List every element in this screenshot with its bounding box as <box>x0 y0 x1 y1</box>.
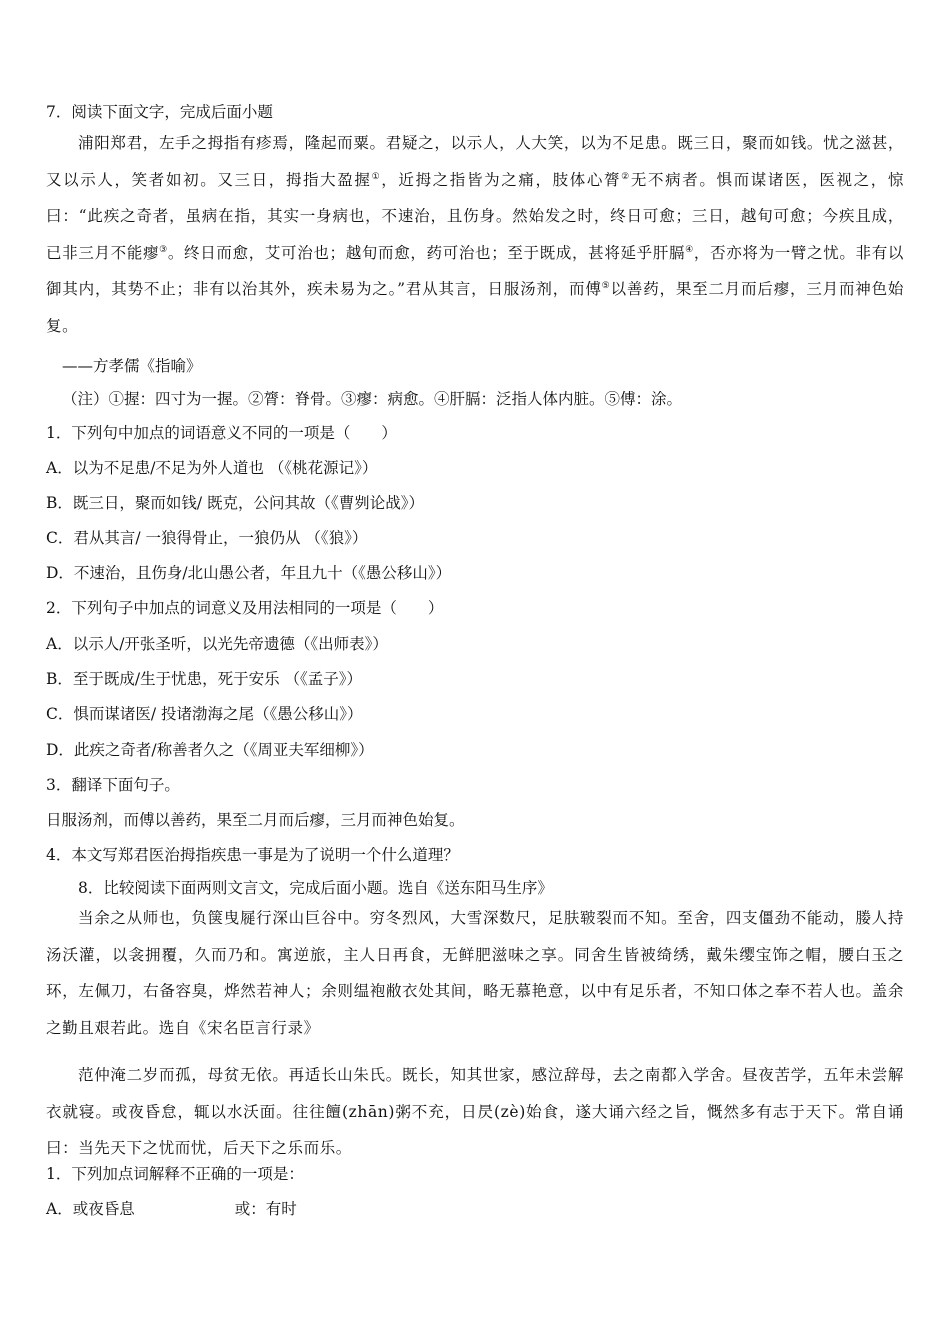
q7-sub1-question: 1．下列句中加点的词语意义不同的一项是（ ） <box>46 424 397 442</box>
q7-source: ——方孝儒《指喻》 <box>62 357 202 375</box>
q7-sub2-question: 2．下列句子中加点的词意义及用法相同的一项是（ ） <box>46 599 444 617</box>
q7-note-marker-3: ③ <box>159 244 168 255</box>
q7-sub2-option-d: D．此疾之奇者/称善者久之（《周亚夫军细柳》） <box>46 741 374 759</box>
q7-sub2-option-b: B．至于既成/生于忧患，死于安乐 （《孟子》） <box>46 670 363 688</box>
q8-sub1-option-a-meaning: 或：有时 <box>234 1200 297 1218</box>
q8-sub1-option-a-text: A．或夜昏息 <box>46 1200 135 1218</box>
q8-sub1-question: 1．下列加点词解释不正确的一项是： <box>46 1165 304 1183</box>
q7-heading: 7．阅读下面文字，完成后面小题 <box>46 103 273 121</box>
q7-note-marker-5: ⑤ <box>601 281 611 292</box>
q7-passage-text-4: 。终日而愈，艾可治也；越旬而愈，药可治也；至于既成，甚将延乎肝膈 <box>167 243 686 262</box>
q7-note-marker-2: ② <box>621 171 631 182</box>
q7-passage-text-2: ，近拇之指皆为之痛，肢体心膂 <box>381 170 622 189</box>
q7-passage <box>46 125 904 345</box>
q7-sub2-option-a: A．以示人/开张圣听，以光先帝遗德（《出师表》） <box>46 635 388 653</box>
q7-sub1-option-d: D．不速治，且伤身/北山愚公者，年且九十（《愚公移山》） <box>46 564 452 582</box>
q8-passage-2: 范仲淹二岁而孤，母贫无依。再适长山朱氏。既长，知其世家，感泣辞母，去之南都入学舍。昼夜苦学，五年未尝解衣就寝。或夜昏怠，辄以水沃面。往往饘(zhān)粥不充，日昃(zè)始食，遂大诵六经之旨，慨然多有志于天下。常自诵曰：当先天下之忧而忧，后天下之乐而乐。 <box>46 1066 904 1158</box>
q7-passage-text-6: 以善药，果至二月而后瘳，三月而神色始复。 <box>46 280 904 335</box>
q7-notes: （注）①握：四寸为一握。②膂：脊骨。③瘳：病愈。④肝膈：泛指人体内脏。⑤傅：涂。 <box>62 390 683 408</box>
q7-sub1-option-a: A．以为不足患/不足为外人道也 （《桃花源记》） <box>46 459 378 477</box>
q8-heading: 8．比较阅读下面两则文言文，完成后面小题。选自《送东阳马生序》 <box>78 879 553 897</box>
q7-sub3-question: 3．翻译下面句子。 <box>46 776 180 794</box>
q7-passage-text-3: 无不病者。惧而谋诸医，医视之，惊曰：“此疾之奇者，虽病在指，其实一身病也，不速治，且伤身。然始发之时，终日可愈；三日，越旬可愈；今疾且成，已非三月不能瘳 <box>46 170 904 262</box>
q7-note-marker-4: ④ <box>685 244 694 255</box>
q7-note-marker-1: ① <box>371 171 382 182</box>
q7-sub3-sentence: 日服汤剂，而傅以善药，果至二月而后瘳，三月而神色始复。 <box>46 811 465 829</box>
q7-sub1-option-b: B．既三日，聚而如钱/ 既克，公问其故（《曹刿论战》） <box>46 494 425 512</box>
q7-sub2-option-c: C．惧而谋诸医/ 投诸渤海之尾（《愚公移山》） <box>46 705 363 723</box>
q8-sub1-option-a <box>46 1199 297 1219</box>
q7-passage-text-5: ，否亦将为一臂之忧。非有以御其内，其势不止；非有以治其外，疾未易为之。”君从其言，日服汤剂，而傅 <box>46 243 904 299</box>
q7-passage-text-1: 浦阳郑君，左手之拇指有疹焉，隆起而粟。君疑之，以示人，人大笑，以为不足患。既三日，聚而如钱。忧之滋甚，又以示人，笑者如初。又三日，拇指大盈握 <box>46 134 904 189</box>
q7-sub1-option-c: C．君从其言/ 一狼得骨止，一狼仍从 （《狼》） <box>46 529 368 547</box>
q7-sub4-question: 4．本文写郑君医治拇指疾患一事是为了说明一个什么道理？ <box>46 846 459 864</box>
q8-passage-1: 当余之从师也，负箧曳屣行深山巨谷中。穷冬烈风，大雪深数尺，足肤皲裂而不知。至舍，四支僵劲不能动，媵人持汤沃灌，以衾拥覆，久而乃和。寓逆旅，主人日再食，无鲜肥滋味之享。同舍生皆被绮绣，戴朱缨宝饰之帽，腰白玉之环，左佩刀，右备容臭，烨然若神人；余则缊袍敝衣处其间，略无慕艳意，以中有足乐者，不知口体之奉不若人也。盖余之勤且艰若此。选自《宋名臣言行录》 <box>46 909 904 1037</box>
